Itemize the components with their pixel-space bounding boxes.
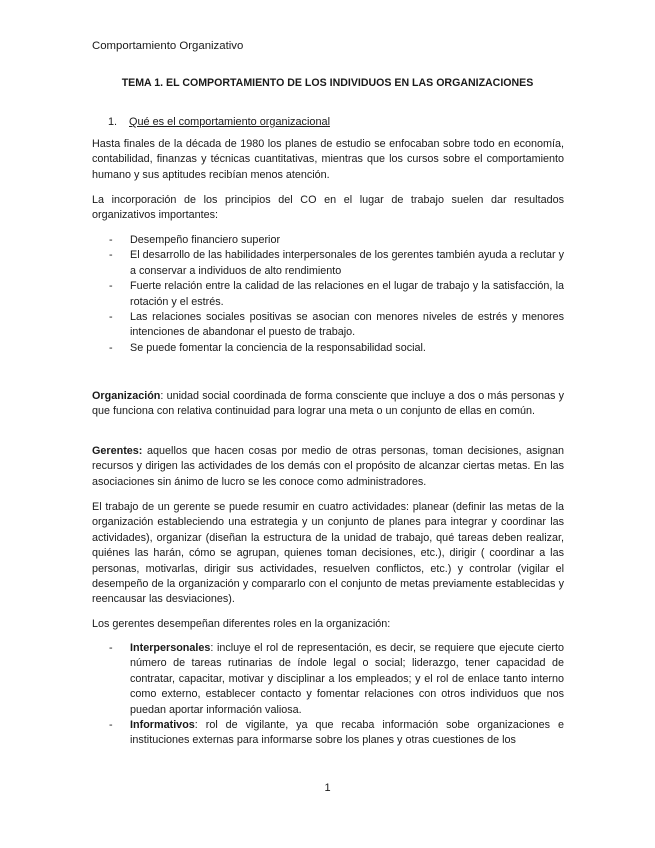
roles-intro-paragraph: Los gerentes desempeñan diferentes roles en la organización: xyxy=(92,618,391,630)
role-term: Interpersonales xyxy=(130,642,211,654)
dash-bullet: - xyxy=(109,642,113,654)
section-title: Qué es el comportamiento organizacional xyxy=(129,116,330,128)
list-item: - Desempeño financiero superior xyxy=(92,233,564,248)
list-item: - Las relaciones sociales positivas se asocian con menores niveles de estrés y menores intenciones de abandonar el puesto de trabajo. xyxy=(109,311,564,339)
page-number: 1 xyxy=(324,782,331,794)
section-number: 1. xyxy=(108,116,118,128)
list-item: - Informativos: rol de vigilante, ya que recaba información sobe organizaciones e instituciones externas para informarse sobre los planes y otras cuestiones de los xyxy=(109,719,564,747)
co-principles-paragraph: La incorporación de los principios del CO en el lugar de trabajo suelen dar resultados organizativos importantes: xyxy=(92,194,564,222)
roles-list xyxy=(92,641,564,749)
role-term: Informativos xyxy=(130,719,195,732)
dash-bullet: - xyxy=(109,719,113,732)
dash-bullet: - xyxy=(109,249,113,262)
dash-bullet: - xyxy=(109,311,113,324)
list-item: - El desarrollo de las habilidades interpersonales de los gerentes también ayuda a reclutar y a conservar a individuos de alto rendimiento xyxy=(109,249,564,277)
page-header: Comportamiento Organizativo xyxy=(92,40,244,52)
list-item: - Fuerte relación entre la calidad de las relaciones en el lugar de trabajo y la satisfacción, la rotación y el estrés. xyxy=(109,280,564,308)
gerentes-definition: Gerentes: aquellos que hacen cosas por medio de otras personas, toman decisiones, asignan recursos y dirigen las actividades de los demás con el propósito de alcanzar ciertas metas. En las asociaciones sin ánimo de lucro se les conoce como administradores. xyxy=(92,445,564,488)
gerentes-term: Gerentes: xyxy=(92,445,143,457)
organizacion-term: Organización xyxy=(92,390,161,402)
section-heading xyxy=(108,115,330,129)
organizacion-definition: Organización: unidad social coordinada de forma consciente que incluye a dos o más personas y que funciona con relativa continuidad para lograr una meta o un conjunto de ellas en común. xyxy=(92,390,564,418)
dash-bullet: - xyxy=(109,234,113,246)
list-item: - Se puede fomentar la conciencia de la responsabilidad social. xyxy=(92,341,564,356)
intro-paragraph: Hasta finales de la década de 1980 los planes de estudio se enfocaban sobre todo en economía, contabilidad, finanzas y técnicas cuantitativas, mientras que los cursos sobre el comportamiento humano y sus aptitudes recibían menos atención. xyxy=(92,138,564,181)
manager-activities-paragraph: El trabajo de un gerente se puede resumir en cuatro actividades: planear (definir las metas de la organización estableciendo una estrategia y un conjunto de planes para integrar y coordinar las actividades), organizar (diseñan la estructura de la unidad de trabajo, qué tareas deben realizar, quiénes las harán, cómo se agrupan, quienes toman decisiones, etc.), dirigir ( coordinar a las personas, motivarlas, dirigir sus actividades, resuelven conflictos, etc.) y controlar (vigilar el desempeño de la organización y compararlo con el conjunto de metas previamente establecidas y reencausar las desviaciones). xyxy=(92,501,564,606)
chapter-title: TEMA 1. EL COMPORTAMIENTO DE LOS INDIVIDUOS EN LAS ORGANIZACIONES xyxy=(121,77,534,89)
results-list xyxy=(92,233,564,356)
dash-bullet: - xyxy=(109,341,113,354)
dash-bullet: - xyxy=(109,280,113,293)
list-item: - Interpersonales: incluye el rol de representación, es decir, se requiere que ejecute cierto número de tareas rutinarias de índole legal o social; liderazgo, tener capacidad de contratar, capacitar, motivar y disciplinar a los empleados; y el rol de enlace tanto interno como externo, establecer contacto y fomentar relaciones con otros individuos que nos puedan aportar información valiosa. xyxy=(109,642,564,716)
